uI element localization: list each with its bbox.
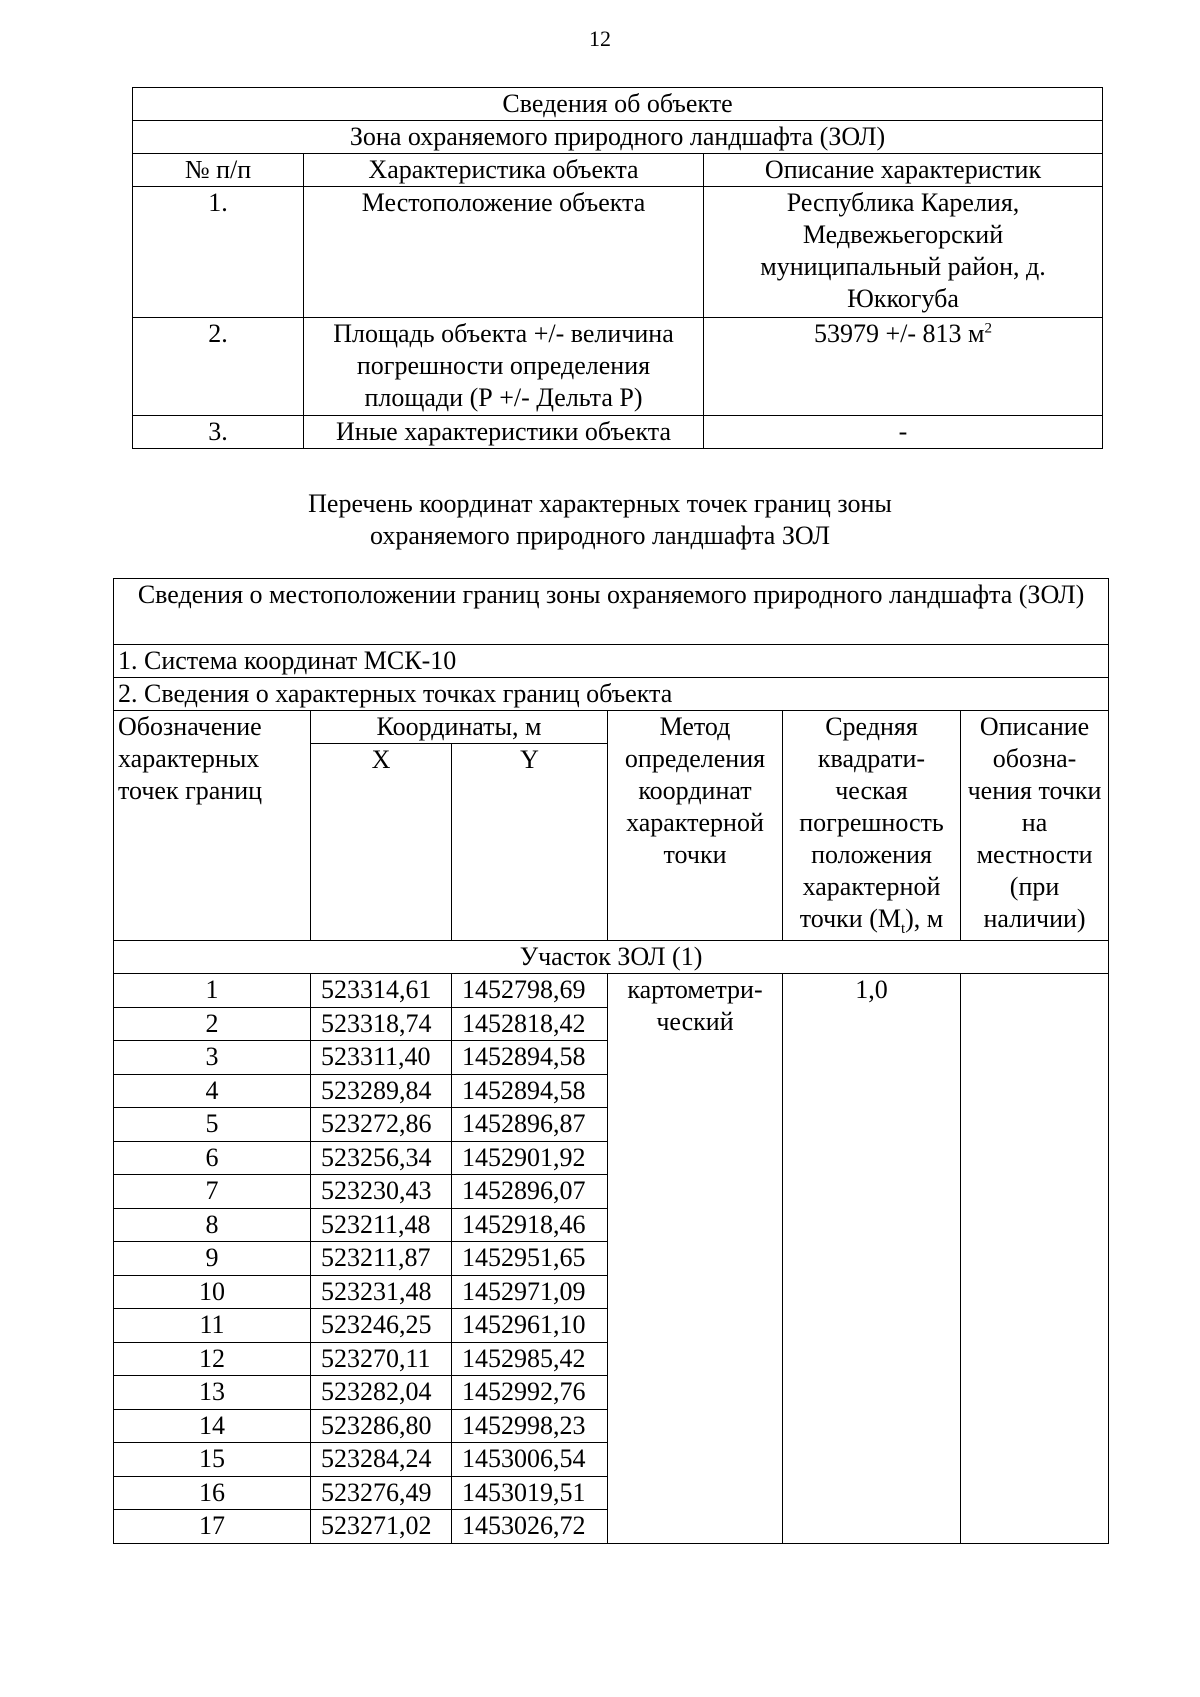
point-x: 523276,49 <box>311 1476 452 1510</box>
header-method: Метод определения координат характерной точки <box>608 711 783 941</box>
points-body <box>114 974 1109 1544</box>
list-title-line: охраняемого природного ландшафта ЗОЛ <box>370 521 830 550</box>
point-y: 1453019,51 <box>452 1476 608 1510</box>
point-id: 3 <box>114 1041 311 1075</box>
point-x: 523246,25 <box>311 1309 452 1343</box>
point-id: 17 <box>114 1510 311 1544</box>
coordinates-table <box>113 578 1109 1544</box>
point-id: 5 <box>114 1108 311 1142</box>
header-error-subscript: t <box>900 921 906 938</box>
object-info-subtitle: Зона охраняемого природного ландшафта (ЗОЛ) <box>133 121 1103 154</box>
object-info-title: Сведения об объекте <box>133 88 1103 121</box>
area-value: 53979 +/- 813 м <box>814 319 985 348</box>
point-y: 1453026,72 <box>452 1510 608 1544</box>
header-x: X <box>311 744 452 941</box>
point-id: 15 <box>114 1443 311 1477</box>
point-y: 1452896,87 <box>452 1108 608 1142</box>
point-id: 16 <box>114 1476 311 1510</box>
point-x: 523311,40 <box>311 1041 452 1075</box>
row-description <box>704 318 1103 416</box>
point-id: 7 <box>114 1175 311 1209</box>
point-id: 14 <box>114 1409 311 1443</box>
point-x: 523211,87 <box>311 1242 452 1276</box>
point-id: 13 <box>114 1376 311 1410</box>
method-value: картометри-ческий <box>608 974 783 1544</box>
point-y: 1452951,65 <box>452 1242 608 1276</box>
object-info-table <box>132 87 1103 449</box>
point-id: 12 <box>114 1342 311 1376</box>
row-num: 2. <box>133 318 304 416</box>
header-error-suffix: ), м <box>905 904 944 933</box>
header-num: № п/п <box>133 154 304 187</box>
row-num: 1. <box>133 187 304 318</box>
point-x: 523284,24 <box>311 1443 452 1477</box>
header-designation: Обозначение характерных точек границ <box>114 711 311 941</box>
row-characteristic: Площадь объекта +/- величина погрешности определения площади (Р +/- Дельта Р) <box>304 318 704 416</box>
point-y: 1452894,58 <box>452 1074 608 1108</box>
error-value: 1,0 <box>783 974 961 1544</box>
point-x: 523211,48 <box>311 1208 452 1242</box>
point-y: 1452896,07 <box>452 1175 608 1209</box>
point-x: 523256,34 <box>311 1141 452 1175</box>
point-id: 6 <box>114 1141 311 1175</box>
point-id: 1 <box>114 974 311 1008</box>
row-description: Республика Карелия, Медвежьегорский муниципальный район, д. Юккогуба <box>704 187 1103 318</box>
row-num: 3. <box>133 416 304 449</box>
point-id: 10 <box>114 1275 311 1309</box>
point-y: 1452998,23 <box>452 1409 608 1443</box>
page-number: 12 <box>589 26 611 51</box>
point-x: 523289,84 <box>311 1074 452 1108</box>
point-y: 1452818,42 <box>452 1007 608 1041</box>
point-y: 1452985,42 <box>452 1342 608 1376</box>
header-characteristic: Характеристика объекта <box>304 154 704 187</box>
boundaries-title: Сведения о местоположении границ зоны охраняемого природного ландшафта (ЗОЛ) <box>114 579 1109 645</box>
list-title <box>0 488 1200 552</box>
point-y: 1452894,58 <box>452 1041 608 1075</box>
list-title-line: Перечень координат характерных точек границ зоны <box>308 489 892 518</box>
point-x: 523272,86 <box>311 1108 452 1142</box>
point-y: 1452918,46 <box>452 1208 608 1242</box>
point-x: 523314,61 <box>311 974 452 1008</box>
point-id: 8 <box>114 1208 311 1242</box>
table-row <box>114 974 1109 1008</box>
area-unit-superscript: 2 <box>984 320 993 337</box>
header-coordinates: Координаты, м <box>311 711 608 744</box>
point-description-cell <box>961 974 1109 1544</box>
point-y: 1452971,09 <box>452 1275 608 1309</box>
point-x: 523230,43 <box>311 1175 452 1209</box>
point-x: 523231,48 <box>311 1275 452 1309</box>
points-info: 2. Сведения о характерных точках границ объекта <box>114 678 1109 711</box>
point-x: 523282,04 <box>311 1376 452 1410</box>
point-y: 1452798,69 <box>452 974 608 1008</box>
header-y: Y <box>452 744 608 941</box>
row-characteristic: Иные характеристики объекта <box>304 416 704 449</box>
point-x: 523318,74 <box>311 1007 452 1041</box>
point-y: 1453006,54 <box>452 1443 608 1477</box>
coord-system: 1. Система координат МСК-10 <box>114 645 1109 678</box>
point-y: 1452992,76 <box>452 1376 608 1410</box>
header-description: Описание характеристик <box>704 154 1103 187</box>
point-x: 523270,11 <box>311 1342 452 1376</box>
header-point-description: Описание обозна-чения точки на местности (при наличии) <box>961 711 1109 941</box>
header-error-text: Средняя квадрати-ческая погрешность положения характерной точки (M <box>799 712 944 933</box>
point-id: 11 <box>114 1309 311 1343</box>
row-description: - <box>704 416 1103 449</box>
point-id: 2 <box>114 1007 311 1041</box>
point-id: 9 <box>114 1242 311 1276</box>
point-id: 4 <box>114 1074 311 1108</box>
point-x: 523286,80 <box>311 1409 452 1443</box>
point-x: 523271,02 <box>311 1510 452 1544</box>
header-error <box>783 711 961 941</box>
point-y: 1452901,92 <box>452 1141 608 1175</box>
row-characteristic: Местоположение объекта <box>304 187 704 318</box>
section-label: Участок ЗОЛ (1) <box>114 941 1109 974</box>
point-y: 1452961,10 <box>452 1309 608 1343</box>
